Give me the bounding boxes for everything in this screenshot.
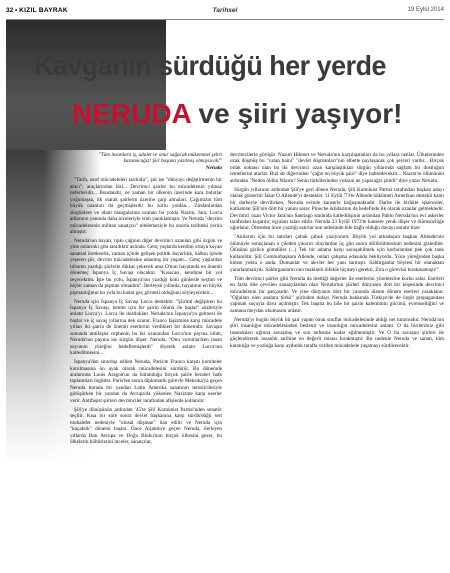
epigraph-author: Neruda: [205, 164, 222, 171]
headline-banner: [6, 20, 444, 150]
paragraph: İspanya'dan sınırdışı edilen Neruda, Paris'te Franco karşıtı komiteler kurulmasına ön ayak olarak mücadelesini sürdürür. Bu dönemde aralarında Louis Aragon'un da bulunduğu birçok şairle beraber halk toplantıları örgütler. Paris'ten sonra diplomatik görevle Meksika'ya geçen Neruda burada bir yandan Latin Amerika sanatının temsilcileriyle görüşürken bir yandan da Avrupa'da yükselen Nazizme karşı eserler verir. Antifaşist şiirleri devrimciler tarafından afişlerde kullanılır.: [70, 359, 222, 404]
paragraph: "Anılarım için bu satırları çabuk çabuk yazıyorum. Büyük yol arkadaşım başkan Allende'nin ölümüyle sonuçlanan o çileden çıkarıcı olaylardan üç gün sonra döllürülmesinin nedenini gizlediler. Ölüsünü gizlice gömdüler (...) Tek bir adama karşı savaşabilmek için kurbulardan pek çok tank kullanıldır. Şili Cumhurbaşkanı Allende, onları çalışma odasında bekliyordu. Yüce yüreğinden başka kimse yoktu o anda. Dumanlar ve alevler her yanı sarmıştı. Saldırganlar böylesi bir olanaktan yararlanmalıydı. Saldırganların onu makineli tüfekle hiçmeyi gerekti. Zira o görevini bırakmamıştı!": [230, 234, 444, 273]
article-column-1: [70, 152, 222, 448]
paragraph: Şili'ye dönüşünün ardından '45'te Şili Komünist Partisi'nden senatör seçilir. Kısa bir süre sonra deviet başkanına karşı sürdürdüğü sert muhalefet nedeniyle "ulusal düşman" ilan edilir ve Neruda için "kaçaklık" dönemi başlar. Önce Arjantin'e geçen Neruda, ilerleyen yıllarda Batı Avrupa ve Doğu Bloku'nun birçok ülkesini gezer, bu ülkelerin kültürlerini inceler, sanatçılar,: [70, 406, 222, 446]
paragraph: Neruda'yı bugün büyük bir şair yapan onun sınıflar mücadelesinde aldığı net tutumudur. Neruda'nın şiiri insanlığın mücadelesinden beslenir ve insanlığın mücadelesini anlatır. O da birilerimiz gibi insandaları uğruna savaşmış ve son nefesine kadar eğilmemiştir. Ve O bu savaşını şiirleri ile güçlendirerek insanlık tarihine en değerli mirası bırakmıştır. Bu nedenle Neruda ve sanatı, tüm karanlığa ve yozluğa karşı aydınlık tarafta verilen mücadelede yaşamayı sürdürecektir.: [230, 316, 444, 349]
paragraph: devrimcilerle görüşür. Nazım Hikmet ve Neruda'nın karşılaşmaları da bu yıllara rastlar. Ülkelerinden uzak düşmüş bu "vatan haini" "devlet düşmanları"nın elbette paylaşacak çok şeyleri vardır... Birçok ortak noktası olan bu iki devrimci ozan karşılaştıkları sürgün yıllarında sağlam bir dostluğun temellerini atarlar. Bizi de diğerinden "çağın en büyük şairi" diye bahsedecektir... Nazım'ın ölümünün ardından "Neden öldün Nâzım? Senin türkülerinden yoksun ne yapacağız şimdi" diye yazar Neruda.: [230, 152, 444, 184]
brand-name: KIZIL BAYRAK: [19, 7, 68, 14]
article-column-2: [230, 152, 444, 352]
paragraph: "Tarih, sınıf mücadeleleri tarihidir", şiir ise "dünyayı değiştirmenin bir aracı", araçlarından biri... Devrimci şairler bu mücadelenin yılmaz neferleridir... Bundandır, ne zaman bir ülkenin üzerinde kara bulutlar yoğunlaşsa, ilk olarak şairlerin üzerine çarp almaları. Çağımızın tüm büyük ozanları da geçmişlerdir bu zorlu yoldan... Zindanlardan sürgünlere ve idam mangalarına uzanan bu yolda Nazım, Jara, Lorca adlarının yanında daha niceleriyle isim yanıklamıştır. Ve Neruda "devrim mücadelesinin militan sanatçısı" nitelemesiyle bu onurlu tarihteki yerini almıştır.: [70, 177, 222, 235]
epigraph: [70, 152, 222, 171]
paragraph: Neruda'nın hayatı, tıpkı çağının diğer devrimci ozanları gibi özgün ve yine onlarınki gibi tanıdıktır aslında. Genç yaşlarda kendini ortaya koyan sanatsal üretkenlik, zaman içinde gelişen politik duyarlılık, halkın içinde yeşeren şiir, devrim mücadelesine adanmış bir yaşam... Genç yaşlardan itibaren yazdığı şiirlerle dikkat çekecek ama O'nun hayatında en önemli dönemeç İspanya İç Savaşı olacaktır. "Kısacası, kendime bir yol seçecektim. İşte bu yolu, İspanya'nın yazdığı kötü günlerde seçtim ve hiçbir zaman da pişman olmadım". İlerleyen yıllarda, hayatının en büyük pişmanlığının bu yola bu kadar geç girmesi olduğunu söyleyecektir...: [70, 237, 222, 296]
issue-date: 19 Eylül 2014: [407, 7, 444, 13]
paragraph: Sürgün yıllarının ardından Şili'ye geri dönen Neruda, Şili Komünist Partisi tarafından başkan adayı olarak gösterilir fakat O Allende'yi destekler. 11 Eylül '73'te Allende hükümeti Amerikan destekli kanlı bir darbeyle devrilirken, Neruda evinde kanserle boğuşmaktadır. Darbe ile birlikte işkenceler, katliamlar Şili'nin dört bir yanını sarar. Pinoche iktidarının da hedefinde ilk olarak ozanlar gelmektedir. Devrimci ozan Victor Jara'nın Santiago stadında katledilişinin ardından Pablo Neruda'nın evi askerler tarafından kuşatılır, eşyaları talan edilir. Neruda 23 Eylül 1973'te kansere yenik düşer ve ölümsüzlüğe uğurlanır. Ölmeden önce yazdığı satırlar son nefesinde bile bağlı olduğu davayı anlatır bize:: [230, 186, 444, 232]
headline-name: NERUDA: [72, 98, 191, 129]
paragraph: Tüm devrimci şairler gibi Neruda da ürettiği değerler ile eserlerini yürekterine korku salar. Eserleri en fazla dile çevrilen sanatçılardan olan Neruda'nın şiirleri dünyanın dört bir köşesinde devrimci mücadelenin bir parçasıdır. Ve yine dünyanın dört bir yanında ölenm dönem eserleri yasaklanır. "Oğulları olen analara türkü" şiirinden dolayı Neruda hakkında Türkiye'de de örgüt propagandası yapmak suçuyla dava açılmıştır. Tek başına bu bile bir şairin kalemimin gücünü, evrenselliğini ve zamana meydan okumasını anlatır.: [230, 275, 444, 314]
headline-line1: Kavganın sürdüğü her yerde: [34, 50, 386, 81]
bullet-icon: •: [15, 7, 18, 14]
headline-line2: [72, 98, 402, 130]
page-number: 32: [6, 7, 14, 14]
paragraph: Neruda için İspanya İç Savaşı Lorca demektir. "Şiirimi değiştiren bu İspanya İç Savaşı, benim için bir şairin ölümü ile başlar" sözleriyle anlatır Lorca'yı. Lorca ile dostlukları Neruda'nın İspanya'ya gelmesi ile başlar ve iç savaş yıllarına dek uzanır. Franco faşizmine karşı mücadele yılları iki şairin de önemli eserlerini verdikleri bir dönemdir. Savaşın sonunda antifaşist cephenin bu iki ozanından Lorca'nın payına ölüm, Neruda'nın payına ise sürgün düşer. Neruda, "Onu vurunlar/ken insan soyunun yüreğini hedeflemişlerdi" diyerek anlatır Lorca'nın katledilmesini...: [70, 298, 222, 357]
section-name: Tarihsel: [212, 7, 238, 14]
neruda-photo: [6, 20, 166, 150]
page-header: [6, 5, 444, 20]
headline-line2-rest: ve şiiri yaşıyor!: [190, 98, 403, 129]
epigraph-text: "Tüm insanlara iş, adalet ve onur sağacak mükemmel şehri kazanacağız! Şiir boşuna yazılmış olmayacak!": [98, 152, 222, 165]
